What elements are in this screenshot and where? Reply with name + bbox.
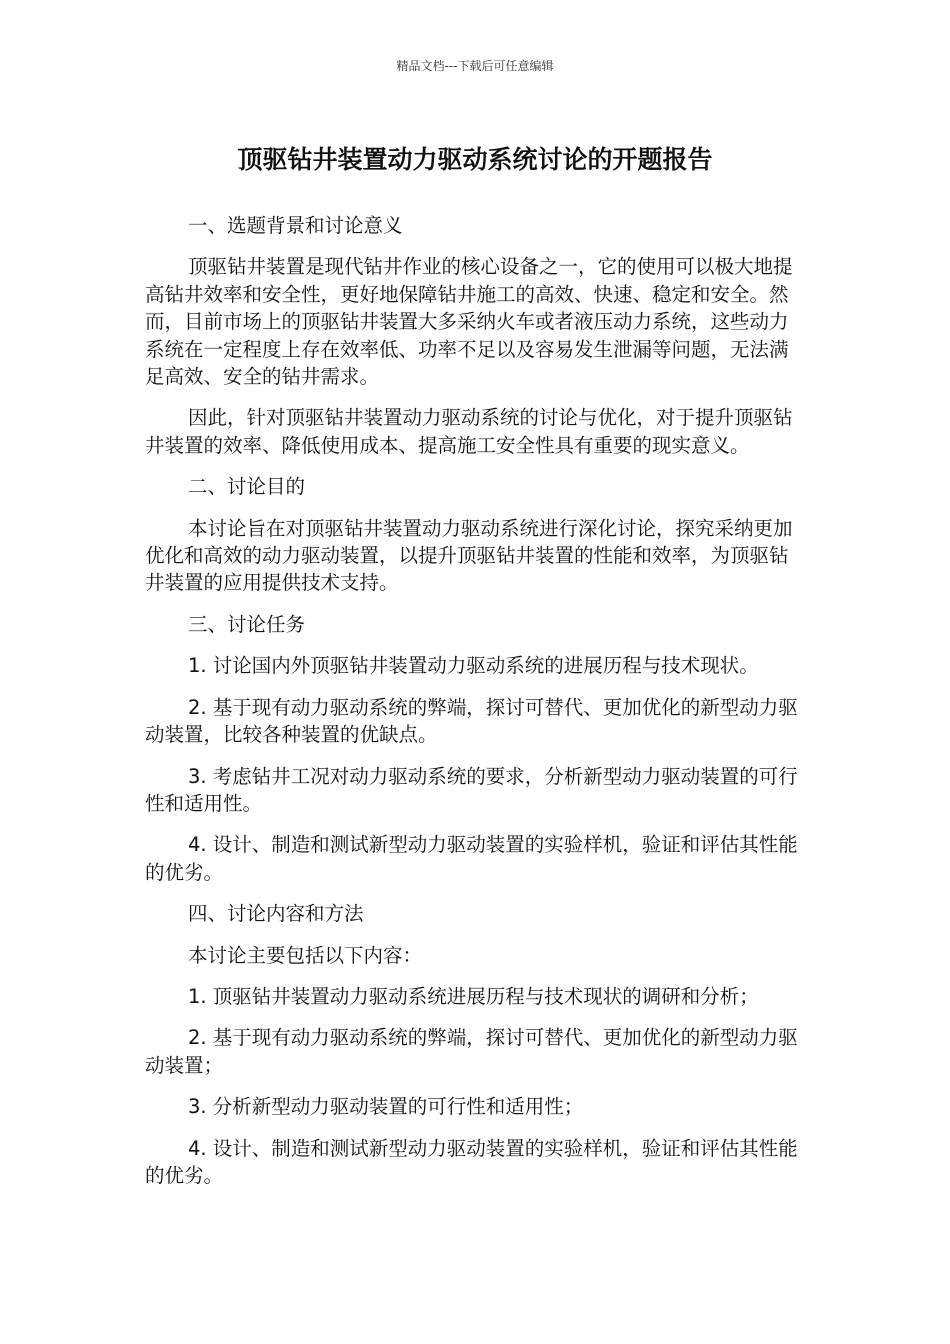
section-heading-content-methods: 四、讨论内容和方法 xyxy=(188,902,364,926)
paragraph-background-1: 顶驱钻井装置是现代钻井作业的核心设备之一，它的使用可以极大地提高钻井效率和安全性，更好地保障钻井施工的高效、快速、稳定和安全。然而，目前市场上的顶驱钻井装置大多采纳火车或者液压动力系统，这些动力系统在一定程度上存在效率低、功率不足以及容易发生泄漏等问题，无法满足高效、安全的钻井需求。 xyxy=(145,255,793,389)
section-heading-tasks: 三、讨论任务 xyxy=(188,612,306,636)
content-item-3: 3. 分析新型动力驱动装置的可行性和适用性； xyxy=(188,1095,584,1119)
content-item-4: 4. 设计、制造和测试新型动力驱动装置的实验样机，验证和评估其性能的优劣。 xyxy=(145,1136,798,1187)
paragraph-purpose: 本讨论旨在对顶驱钻井装置动力驱动系统进行深化讨论，探究采纳更加优化和高效的动力驱动装置，以提升顶驱钻井装置的性能和效率，为顶驱钻井装置的应用提供技术支持。 xyxy=(145,516,793,595)
task-item-2: 2. 基于现有动力驱动系统的弊端，探讨可替代、更加优化的新型动力驱动装置，比较各种装置的优缺点。 xyxy=(145,695,798,747)
task-item-3: 3. 考虑钻井工况对动力驱动系统的要求，分析新型动力驱动装置的可行性和适用性。 xyxy=(145,764,798,815)
header-note: 精品文档---下载后可任意编辑 xyxy=(396,59,554,73)
paragraph-background-2: 因此，针对顶驱钻井装置动力驱动系统的讨论与优化，对于提升顶驱钻井装置的效率、降低使用成本、提高施工安全性具有重要的现实意义。 xyxy=(145,406,793,457)
document-title: 顶驱钻井装置动力驱动系统讨论的开题报告 xyxy=(237,145,713,174)
task-item-4: 4. 设计、制造和测试新型动力驱动装置的实验样机，验证和评估其性能的优劣。 xyxy=(145,833,798,884)
paragraph-content-intro: 本讨论主要包括以下内容： xyxy=(188,943,423,967)
content-item-2: 2. 基于现有动力驱动系统的弊端，探讨可替代、更加优化的新型动力驱动装置； xyxy=(145,1026,798,1077)
section-heading-purpose: 二、讨论目的 xyxy=(188,475,306,499)
task-item-1: 1. 讨论国内外顶驱钻井装置动力驱动系统的进展历程与技术现状。 xyxy=(188,654,759,678)
section-heading-background: 一、选题背景和讨论意义 xyxy=(188,214,403,237)
document-body xyxy=(145,212,805,1203)
content-item-1: 1. 顶驱钻井装置动力驱动系统进展历程与技术现状的调研和分析； xyxy=(188,984,759,1008)
